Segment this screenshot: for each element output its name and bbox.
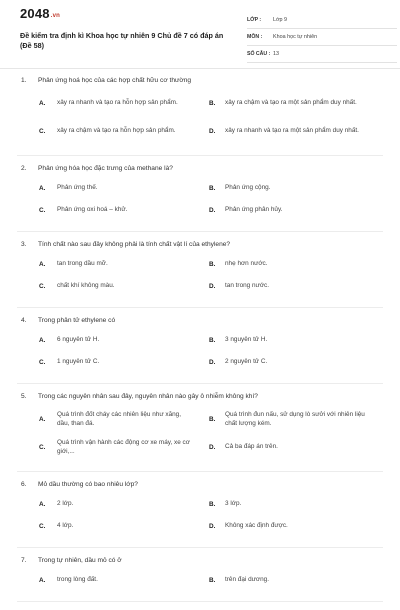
question-text — [17, 316, 383, 325]
option-letter: B. — [209, 336, 216, 344]
answer-option-c[interactable] — [17, 519, 200, 533]
option-text: trên đại dương. — [225, 576, 269, 584]
option-letter: B. — [209, 260, 216, 268]
meta-key: LỚP : — [247, 17, 262, 23]
answer-options — [17, 257, 383, 301]
answer-option-b[interactable] — [200, 573, 383, 587]
option-letter: A. — [39, 99, 46, 107]
option-text: Phản ứng cộng. — [225, 184, 271, 192]
question-1 — [17, 76, 383, 156]
option-letter: C. — [39, 127, 46, 135]
document-title: Đề kiểm tra định kì Khoa học tự nhiên 9 Chủ đề 7 có đáp án (Đề 58) — [20, 31, 224, 50]
option-letter: D. — [209, 206, 216, 214]
option-text: 6 nguyên tử H. — [57, 336, 100, 344]
header-divider — [0, 68, 400, 69]
option-text: 4 lớp. — [57, 522, 74, 530]
question-text — [17, 392, 383, 401]
answer-option-a[interactable] — [17, 333, 200, 347]
question-text — [17, 76, 383, 85]
option-letter: B. — [209, 184, 216, 192]
meta-row-class — [247, 13, 397, 29]
question-text — [17, 480, 383, 489]
option-letter: D. — [209, 522, 216, 530]
answer-option-b[interactable] — [200, 257, 383, 271]
question-text — [17, 556, 383, 565]
meta-key: MÔN : — [247, 34, 263, 40]
option-letter: B. — [209, 99, 216, 107]
question-prompt: Tính chất nào sau đây không phải là tính chất vật lí của ethylene? — [38, 241, 231, 248]
option-letter: B. — [209, 576, 216, 584]
question-4 — [17, 316, 383, 384]
answer-option-b[interactable] — [200, 497, 383, 511]
option-letter: C. — [39, 206, 46, 214]
option-text: nhẹ hơn nước. — [225, 260, 268, 268]
answer-option-c[interactable] — [17, 279, 200, 293]
option-text: xảy ra chậm và tạo ra một sản phẩm duy nhất. — [225, 99, 357, 107]
answer-option-c[interactable] — [17, 437, 200, 457]
answer-option-d[interactable] — [200, 437, 383, 457]
answer-option-c[interactable] — [17, 203, 200, 217]
question-text — [17, 240, 383, 249]
answer-option-a[interactable] — [17, 497, 200, 511]
option-letter: D. — [209, 127, 216, 135]
answer-option-b[interactable] — [200, 93, 383, 113]
answer-option-b[interactable] — [200, 333, 383, 347]
option-text: Quá trình đốt cháy các nhiên liệu như xăng, dầu, than đá. — [57, 410, 182, 427]
answer-option-a[interactable] — [17, 573, 200, 587]
meta-row-question-count — [247, 47, 397, 63]
answer-option-d[interactable] — [200, 121, 383, 141]
option-text: Không xác định được. — [225, 522, 288, 530]
meta-info — [247, 13, 397, 64]
question-5 — [17, 392, 383, 472]
option-letter: A. — [39, 184, 46, 192]
option-text: xảy ra nhanh và tạo ra một sản phẩm duy nhất. — [225, 127, 359, 135]
option-letter: A. — [39, 500, 46, 508]
logo-suffix: .vn — [50, 13, 61, 19]
question-prompt: Phản ứng hoá học của các hợp chất hữu cơ thường — [38, 77, 192, 84]
question-text — [17, 164, 383, 173]
option-letter: C. — [39, 282, 46, 290]
answer-option-b[interactable] — [200, 409, 383, 429]
meta-value: Khoa học tự nhiên — [273, 34, 318, 40]
answer-option-a[interactable] — [17, 181, 200, 195]
answer-option-a[interactable] — [17, 257, 200, 271]
answer-options — [17, 93, 383, 149]
answer-option-d[interactable] — [200, 279, 383, 293]
answer-option-b[interactable] — [200, 181, 383, 195]
answer-options — [17, 497, 383, 541]
option-letter: D. — [209, 282, 216, 290]
question-number: 3. — [21, 241, 27, 248]
meta-value: Lớp 9 — [273, 17, 288, 23]
logo-main: 2048 — [20, 6, 50, 21]
question-list — [17, 76, 383, 610]
answer-option-c[interactable] — [17, 121, 200, 141]
question-number: 1. — [21, 77, 27, 84]
answer-option-a[interactable] — [17, 93, 200, 113]
answer-option-c[interactable] — [17, 355, 200, 369]
option-text: Phản ứng phân hủy. — [225, 206, 283, 214]
question-prompt: Trong tự nhiên, dầu mỏ có ở — [38, 557, 122, 564]
option-text: Phản ứng oxi hoá – khử. — [57, 206, 128, 214]
option-letter: D. — [209, 443, 216, 451]
meta-key: SỐ CÂU : — [247, 51, 271, 57]
answer-options — [17, 573, 383, 595]
option-text: Phản ứng thế. — [57, 184, 98, 192]
question-prompt: Phản ứng hóa học đặc trưng của methane là? — [38, 165, 173, 172]
option-text: chất khí không màu. — [57, 282, 115, 290]
option-text: xảy ra nhanh và tạo ra hỗn hợp sản phẩm. — [57, 99, 178, 107]
option-letter: A. — [39, 260, 46, 268]
option-text: 3 lớp. — [225, 500, 242, 508]
answer-options — [17, 409, 383, 465]
option-text: 2 nguyên tử C. — [225, 358, 268, 366]
meta-row-subject — [247, 30, 397, 46]
option-text: xảy ra chậm và tạo ra hỗn hợp sản phẩm. — [57, 127, 176, 135]
option-letter: A. — [39, 576, 46, 584]
option-letter: C. — [39, 358, 46, 366]
option-text: tan trong dầu mỡ. — [57, 260, 108, 268]
option-letter: A. — [39, 336, 46, 344]
answer-option-a[interactable] — [17, 409, 200, 429]
question-prompt: Trong phân tử ethylene có — [38, 317, 116, 324]
option-text: trong lòng đất. — [57, 576, 98, 584]
option-text: 2 lớp. — [57, 500, 74, 508]
answer-options — [17, 333, 383, 377]
question-2 — [17, 164, 383, 232]
answer-option-d[interactable] — [200, 355, 383, 369]
option-letter: C. — [39, 522, 46, 530]
option-letter: A. — [39, 415, 46, 423]
question-number: 4. — [21, 317, 27, 324]
option-letter: B. — [209, 415, 216, 423]
option-letter: C. — [39, 443, 46, 451]
option-letter: D. — [209, 358, 216, 366]
question-prompt: Trong các nguyên nhân sau đây, nguyên nhân nào gây ô nhiễm không khí? — [38, 393, 258, 400]
answer-option-d[interactable] — [200, 519, 383, 533]
question-number: 6. — [21, 481, 27, 488]
option-text: Quá trình vận hành các động cơ xe máy, xe cơ giới,... — [57, 438, 190, 455]
answer-options — [17, 181, 383, 225]
option-text: 3 nguyên tử H. — [225, 336, 268, 344]
option-text: Quá trình đun nấu, sử dụng lò sưởi với nhiên liệu chất lượng kém. — [225, 410, 365, 427]
answer-option-d[interactable] — [200, 203, 383, 217]
question-number: 5. — [21, 393, 27, 400]
option-letter: B. — [209, 500, 216, 508]
question-3 — [17, 240, 383, 308]
option-text: Cả ba đáp án trên. — [225, 443, 278, 451]
question-6 — [17, 480, 383, 548]
question-number: 7. — [21, 557, 27, 564]
question-prompt: Mỏ dầu thường có bao nhiêu lớp? — [38, 481, 138, 488]
meta-value: 13 — [273, 51, 279, 57]
question-7 — [17, 556, 383, 602]
option-text: 1 nguyên tử C. — [57, 358, 100, 366]
site-logo[interactable] — [20, 6, 60, 21]
question-number: 2. — [21, 165, 27, 172]
page-header — [17, 0, 383, 66]
option-text: tan trong nước. — [225, 282, 269, 290]
